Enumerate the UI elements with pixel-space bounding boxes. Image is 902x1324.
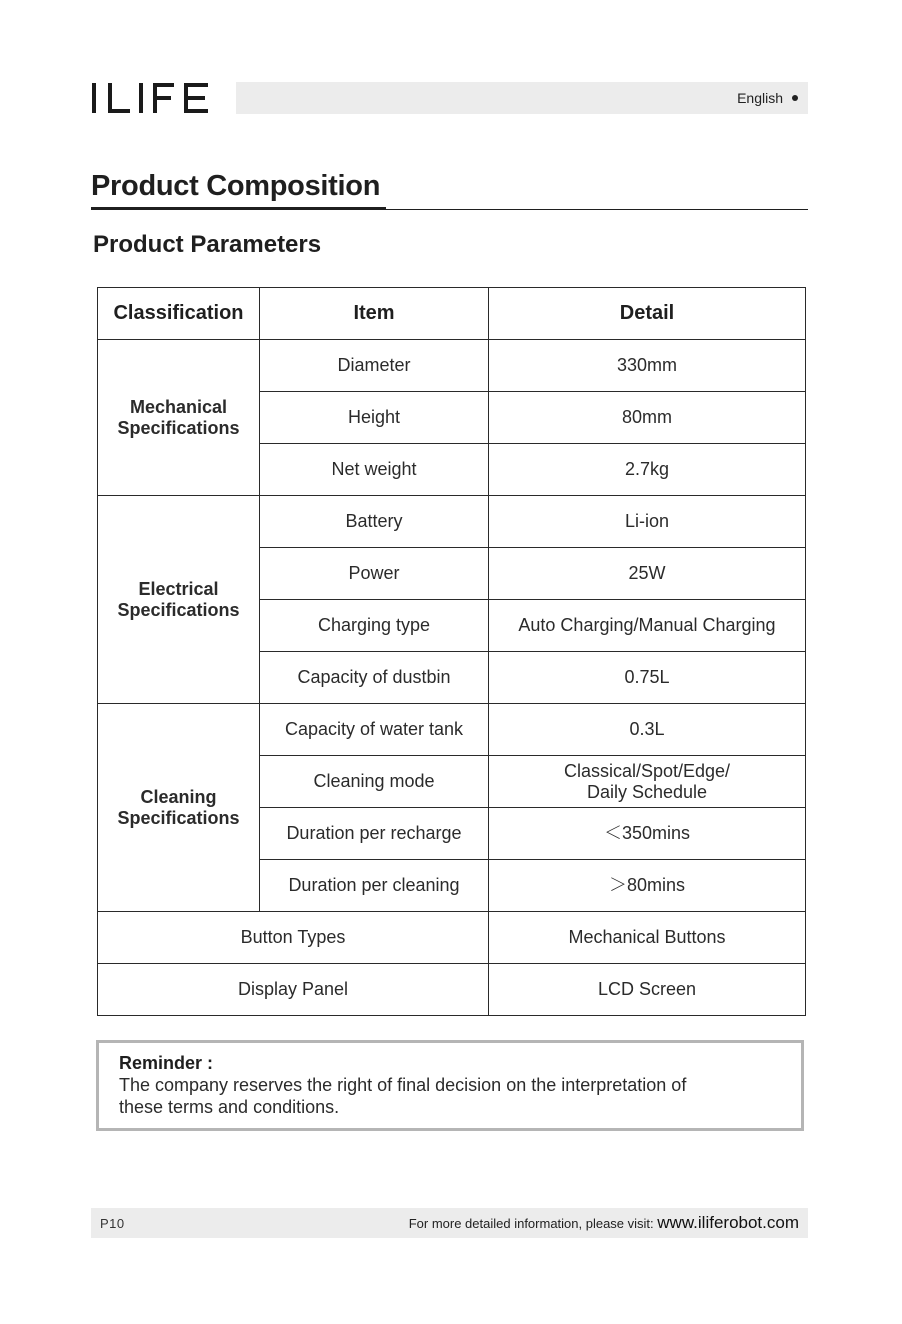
detail-cell: 0.75L <box>489 652 806 704</box>
item-cell: Capacity of water tank <box>260 704 489 756</box>
item-cell: Button Types <box>98 912 489 964</box>
detail-cell: LCD Screen <box>489 964 806 1016</box>
table-row <box>98 912 806 964</box>
item-cell: Height <box>260 392 489 444</box>
footer-text: For more detailed information, please visit: <box>408 1216 654 1231</box>
item-cell: Capacity of dustbin <box>260 652 489 704</box>
website-link[interactable]: www.iliferobot.com <box>657 1213 799 1232</box>
item-cell: Display Panel <box>98 964 489 1016</box>
parameters-table <box>97 287 806 1016</box>
item-cell: Duration per cleaning <box>260 860 489 912</box>
page-title: Product Composition <box>91 170 381 202</box>
detail-cell: 330mm <box>489 340 806 392</box>
reminder-line-1: The company reserves the right of final decision on the interpretation of <box>119 1075 687 1095</box>
header-item: Item <box>260 288 489 340</box>
detail-cell: 0.3L <box>489 704 806 756</box>
language-label: English <box>737 90 783 106</box>
item-cell: Net weight <box>260 444 489 496</box>
page-number: P10 <box>100 1215 125 1231</box>
table-row <box>98 964 806 1016</box>
detail-cell: Li-ion <box>489 496 806 548</box>
header-classification: Classification <box>98 288 260 340</box>
footer-bar <box>91 1208 808 1238</box>
item-cell: Power <box>260 548 489 600</box>
item-cell: Cleaning mode <box>260 756 489 808</box>
reminder-line-2: these terms and conditions. <box>119 1097 340 1117</box>
item-cell: Charging type <box>260 600 489 652</box>
reminder-box <box>96 1040 804 1131</box>
group-mechanical: Mechanical Specifications <box>98 340 260 496</box>
detail-cell: 25W <box>489 548 806 600</box>
title-underline <box>91 207 386 210</box>
item-cell: Diameter <box>260 340 489 392</box>
header-bar <box>236 82 808 114</box>
footer-info <box>409 1213 799 1233</box>
detail-cell: Mechanical Buttons <box>489 912 806 964</box>
section-subtitle: Product Parameters <box>93 231 322 258</box>
table-row <box>98 704 806 756</box>
table-header-row <box>98 288 806 340</box>
reminder-title: Reminder : <box>119 1053 214 1073</box>
detail-cell: 80mm <box>489 392 806 444</box>
detail-cell: Auto Charging/Manual Charging <box>489 600 806 652</box>
detail-cell: ＞80mins <box>489 860 806 912</box>
group-cleaning: Cleaning Specifications <box>98 704 260 912</box>
group-electrical: Electrical Specifications <box>98 496 260 704</box>
detail-cell: Classical/Spot/Edge/ Daily Schedule <box>489 756 806 808</box>
detail-cell: ＜350mins <box>489 808 806 860</box>
table-row <box>98 496 806 548</box>
detail-cell: 2.7kg <box>489 444 806 496</box>
title-rule <box>386 209 808 210</box>
bullet-icon <box>792 95 798 101</box>
header-detail: Detail <box>489 288 806 340</box>
ilife-logo <box>91 80 221 116</box>
item-cell: Battery <box>260 496 489 548</box>
table-row <box>98 340 806 392</box>
item-cell: Duration per recharge <box>260 808 489 860</box>
